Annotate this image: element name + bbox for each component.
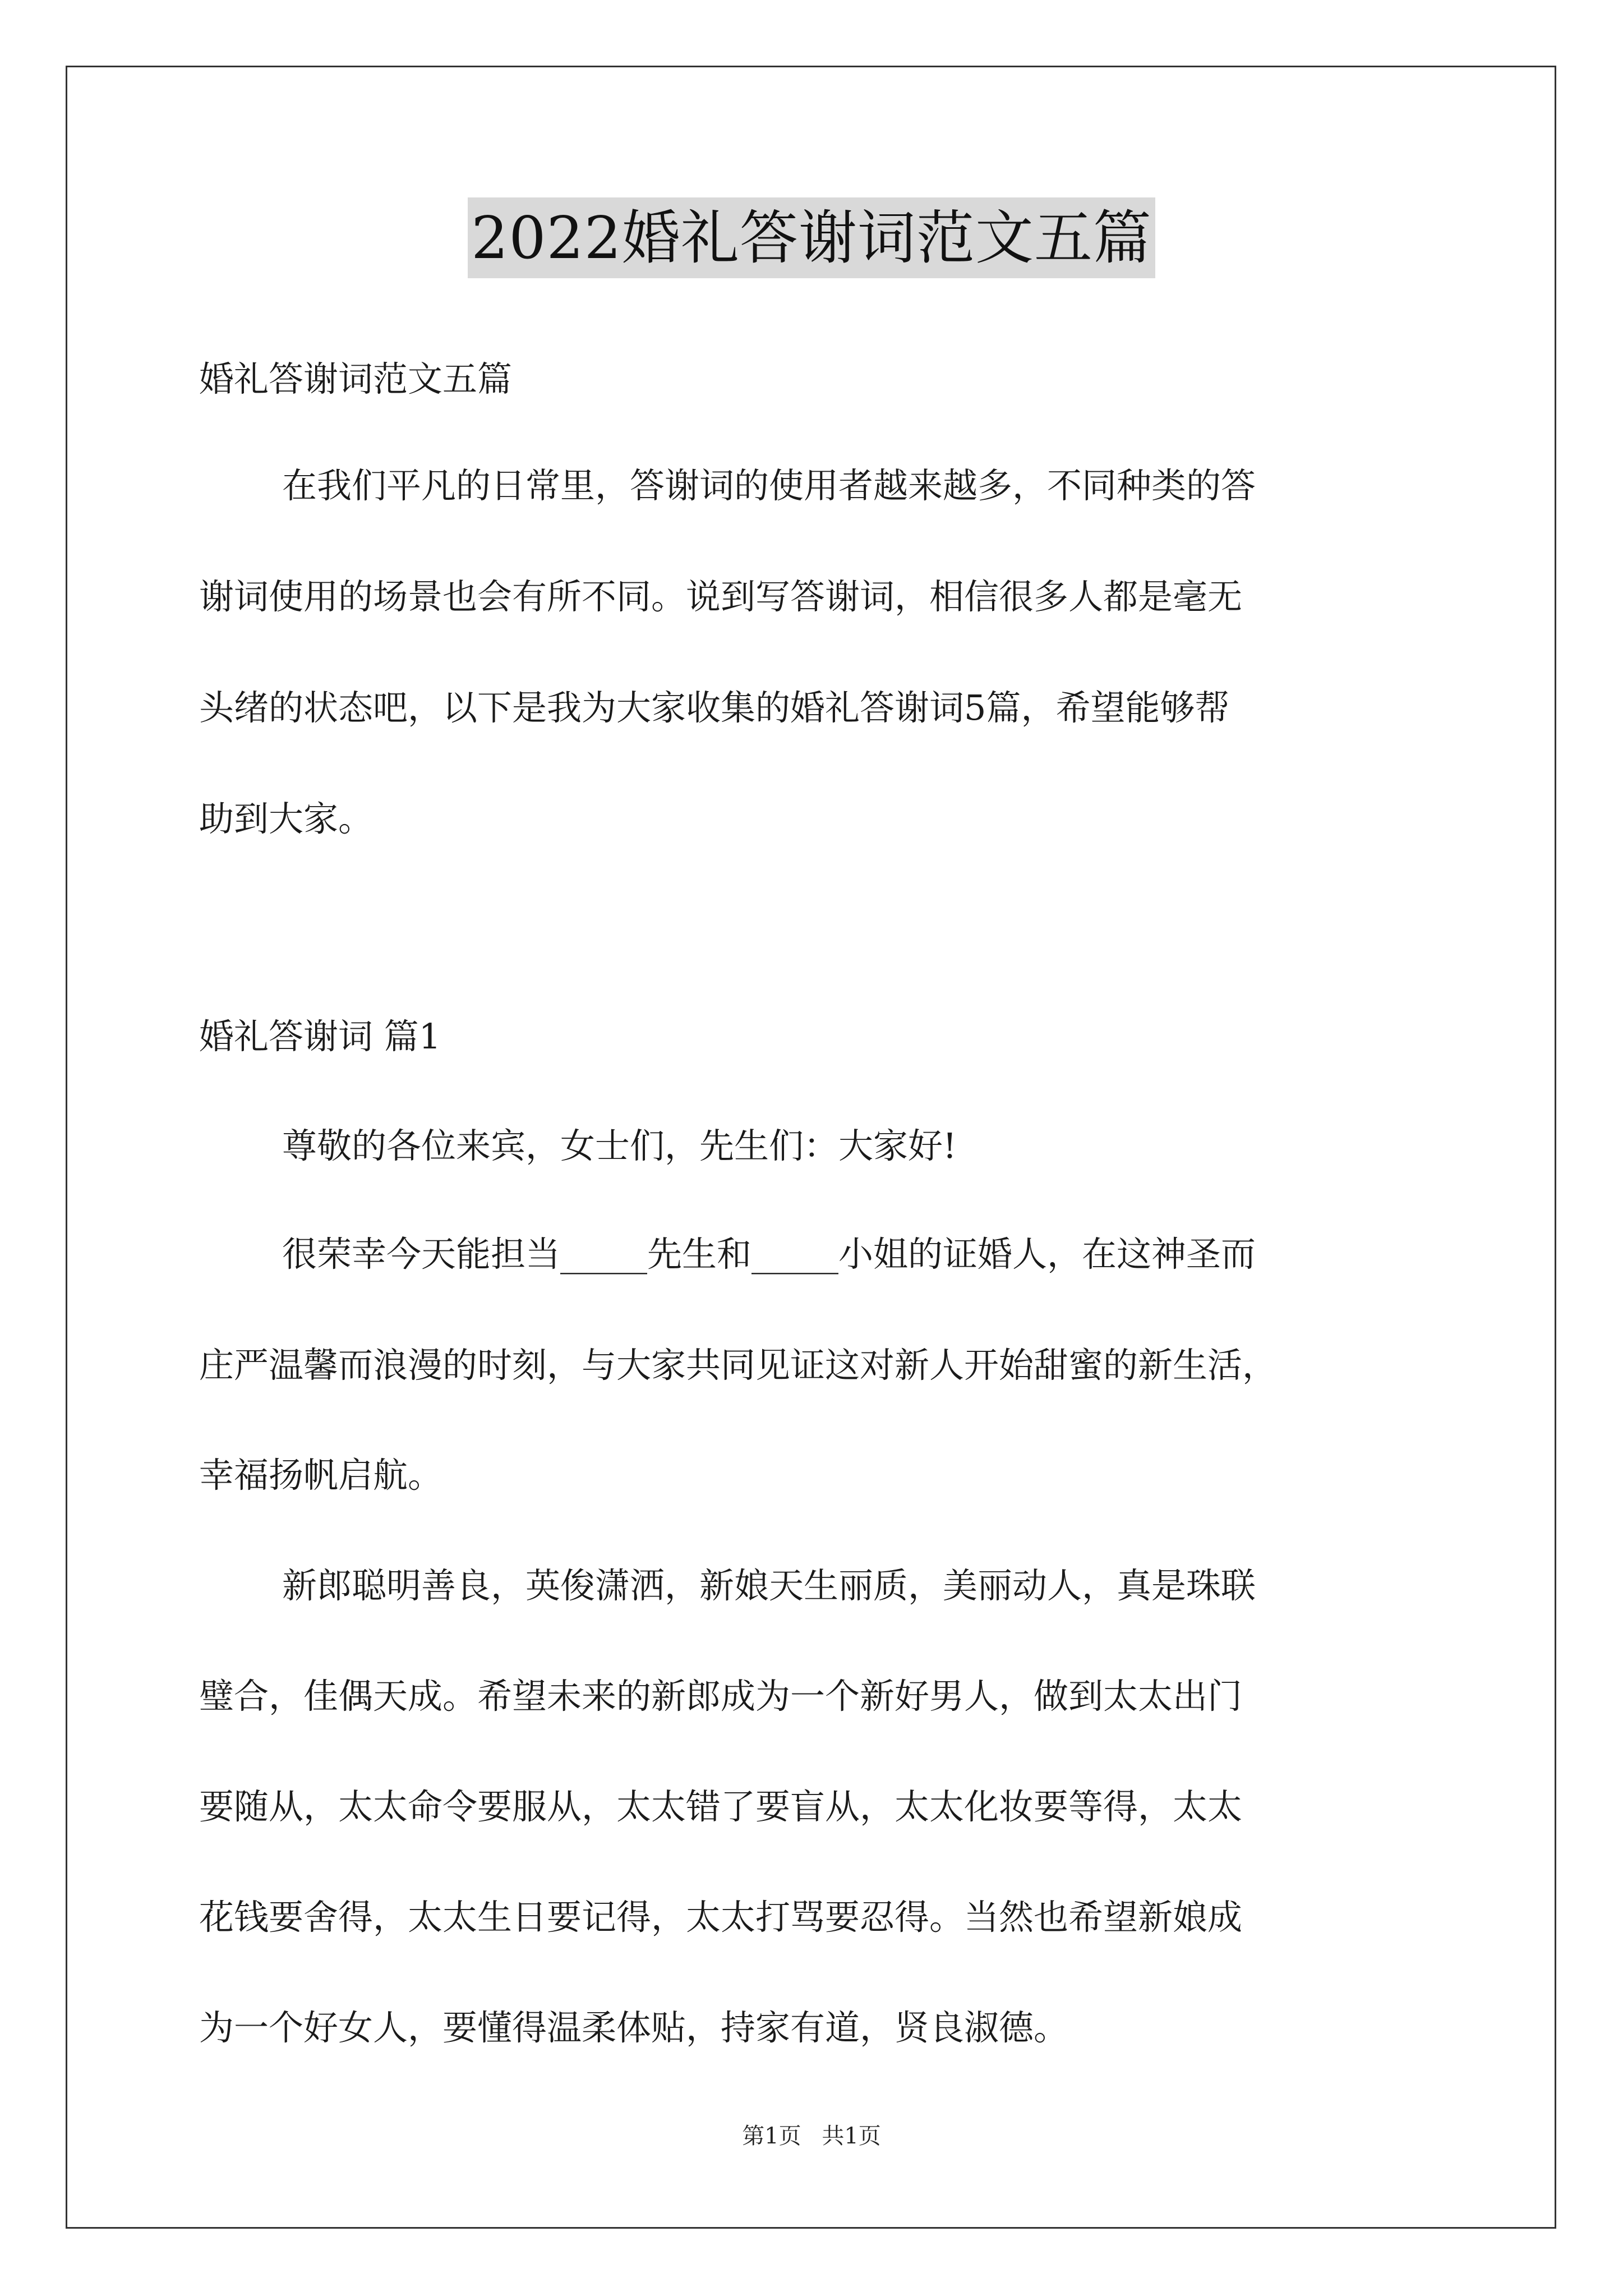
document-title: 2022婚礼答谢词范文五篇 xyxy=(468,197,1155,278)
page-number: 第1页 xyxy=(742,2123,801,2149)
subtitle: 婚礼答谢词范文五篇 xyxy=(199,358,513,399)
intro-line: 谢词使用的场景也会有所不同。说到写答谢词，相信很多人都是毫无 xyxy=(199,576,1243,617)
paragraph-line: 很荣幸今天能担当_____先生和_____小姐的证婚人，在这神圣而 xyxy=(282,1234,1256,1274)
paragraph-line: 幸福扬帆启航。 xyxy=(199,1455,443,1496)
page-count: 共1页 xyxy=(822,2123,881,2149)
title-container xyxy=(0,197,1623,278)
paragraph-line: 新郎聪明善良，英俊潇洒，新娘天生丽质，美丽动人，真是珠联 xyxy=(282,1565,1256,1606)
intro-line: 助到大家。 xyxy=(199,798,374,839)
paragraph-line: 璧合，佳偶天成。希望未来的新郎成为一个新好男人，做到太太出门 xyxy=(199,1676,1243,1717)
page-footer xyxy=(0,2119,1623,2153)
paragraph-line: 为一个好女人，要懂得温柔体贴，持家有道，贤良淑德。 xyxy=(199,2007,1069,2048)
paragraph-line: 要随从，太太命令要服从，太太错了要盲从，太太化妆要等得，太太 xyxy=(199,1786,1243,1827)
paragraph-line: 花钱要舍得，太太生日要记得，太太打骂要忍得。当然也希望新娘成 xyxy=(199,1897,1243,1938)
section-heading: 婚礼答谢词 篇1 xyxy=(199,1016,441,1057)
intro-line: 头绪的状态吧，以下是我为大家收集的婚礼答谢词5篇，希望能够帮 xyxy=(199,687,1230,728)
paragraph-line: 庄严温馨而浪漫的时刻，与大家共同见证这对新人开始甜蜜的新生活， xyxy=(199,1345,1278,1386)
intro-line: 在我们平凡的日常里，答谢词的使用者越来越多，不同种类的答 xyxy=(282,465,1256,506)
greeting-line: 尊敬的各位来宾，女士们，先生们：大家好! xyxy=(282,1125,957,1166)
